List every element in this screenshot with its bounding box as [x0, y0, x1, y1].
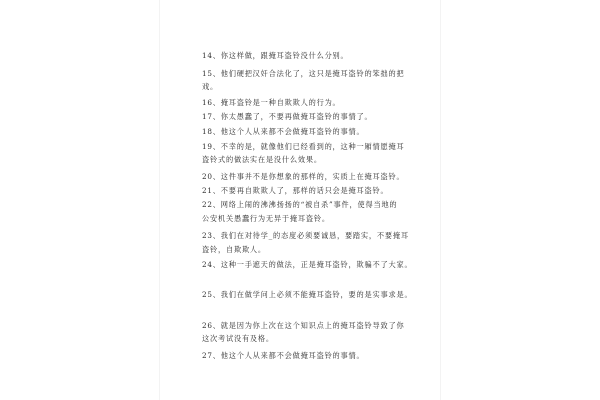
text-line: 26、就是因为你上次在这个知识点上的掩耳盗铃导致了你	[202, 321, 405, 330]
text-line: 14、你这样做，跟掩耳盗铃没什么分别。	[202, 51, 349, 60]
text-line: 23、我们在对待学_的态度必须要诚恳，要踏实，不要掩耳	[202, 231, 409, 240]
text-line: 22、网络上闹的沸沸扬扬的“被自杀”事件，使得当地的	[202, 200, 398, 209]
text-line: 25、我们在做学问上必须不能掩耳盗铃，要的是实事求是。	[202, 290, 413, 299]
text-line: 戏。	[202, 82, 218, 91]
text-line: 15、他们硬把汉奸合法化了，这只是掩耳盗铃的笨拙的把	[202, 69, 405, 78]
text-line: 20、这件事并不是你想象的那样的，实质上在掩耳盗铃。	[202, 172, 405, 181]
text-line: 21、不要再自欺欺人了，那样的话只会是掩耳盗铃。	[202, 186, 389, 195]
text-line: 16、掩耳盗铃是一种自欺欺人的行为。	[202, 98, 341, 107]
text-line: 27、他这个人从来都不会做掩耳盗铃的事情。	[202, 351, 365, 360]
text-line: 盗铃，自欺欺人。	[202, 245, 266, 254]
text-line: 这次考试没有及格。	[202, 334, 274, 343]
text-line: 公安机关愚蠢行为无异于掩耳盗铃。	[202, 214, 330, 223]
text-line: 19、不幸的是，就像他们已经看到的，这种一厢情愿掩耳	[202, 142, 405, 151]
text-line: 盗铃式的做法实在是没什么效果。	[202, 155, 322, 164]
text-line: 18、他这个人从来都不会做掩耳盗铃的事情。	[202, 127, 365, 136]
text-line: 17、你太愚蠢了，不要再做掩耳盗铃的事情了。	[202, 112, 373, 121]
text-line: 24、这种一手遮天的做法，正是掩耳盗铃，欺骗不了大家。	[202, 260, 413, 269]
